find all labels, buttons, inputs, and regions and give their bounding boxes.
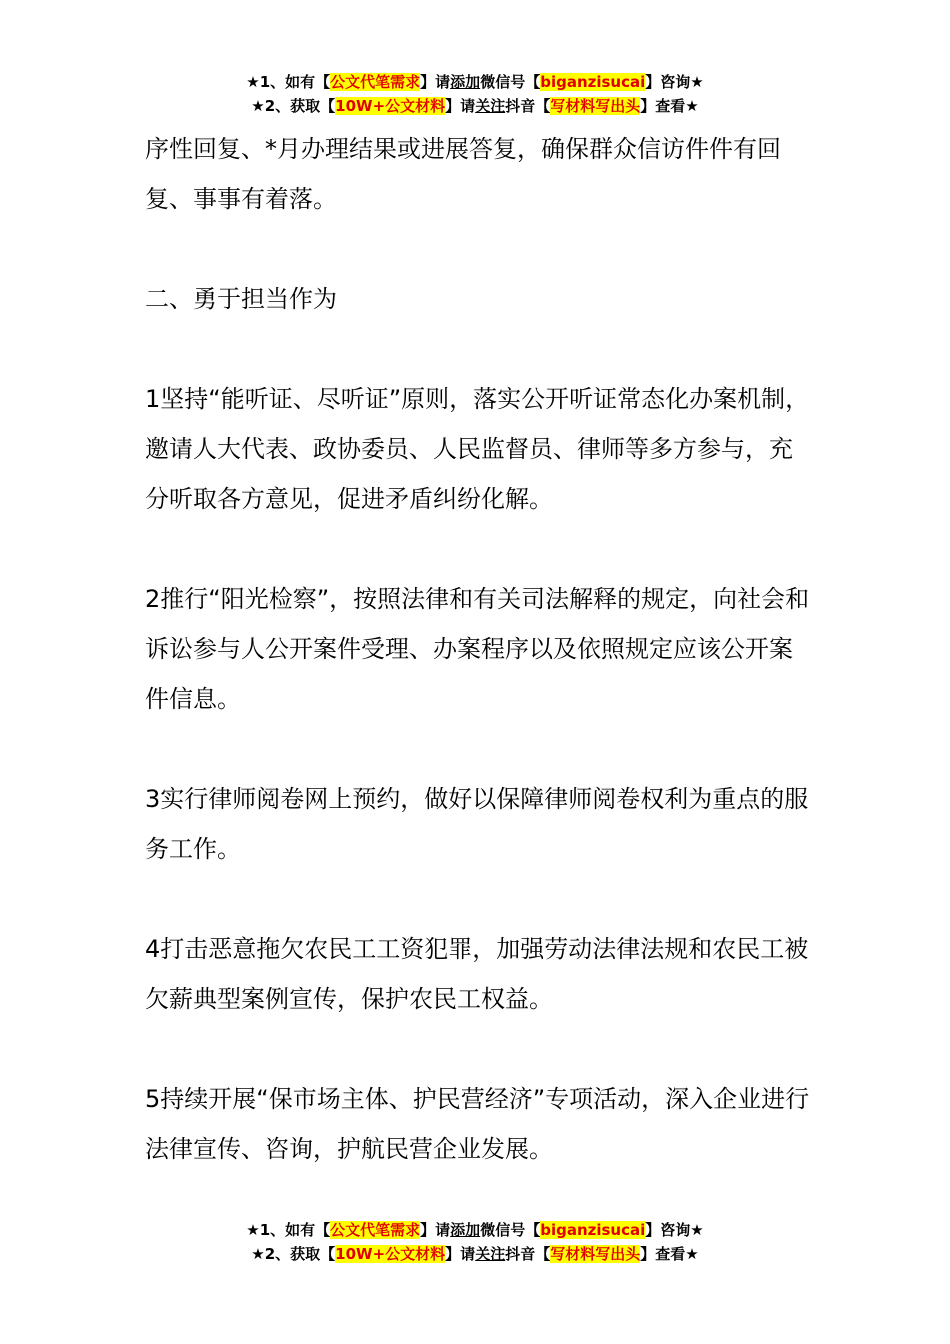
document-body bbox=[145, 124, 810, 1174]
banner-text: 1、如有【 bbox=[259, 1221, 331, 1239]
underlined-text: 添加 bbox=[450, 1221, 481, 1239]
banner-text: 2、获取【 bbox=[264, 97, 336, 115]
banner-text: 】请 bbox=[445, 1245, 476, 1263]
banner-text: 】请 bbox=[445, 97, 476, 115]
banner-text: 】查看 bbox=[640, 97, 686, 115]
star-icon: ★ bbox=[246, 73, 260, 91]
star-icon: ★ bbox=[246, 1221, 260, 1239]
star-icon: ★ bbox=[685, 1245, 699, 1263]
highlight-service: 公文代笔需求 bbox=[330, 73, 421, 91]
star-icon: ★ bbox=[685, 97, 699, 115]
banner-text: 】查看 bbox=[640, 1245, 686, 1263]
banner-text: 】咨询 bbox=[645, 1221, 691, 1239]
star-icon: ★ bbox=[690, 1221, 704, 1239]
banner-text: 】咨询 bbox=[645, 73, 691, 91]
highlight-wechat-id: biganzisucai bbox=[540, 1221, 646, 1239]
banner-text: 1、如有【 bbox=[259, 73, 331, 91]
banner-text: 抖音【 bbox=[505, 1245, 551, 1263]
paragraph-continuation: 序性回复、*月办理结果或进展答复，确保群众信访件件有回复、事事有着落。 bbox=[145, 135, 781, 213]
highlight-douyin: 写材料写出头 bbox=[550, 97, 641, 115]
banner-text: 】请 bbox=[420, 1221, 451, 1239]
underlined-text: 添加 bbox=[450, 73, 481, 91]
banner-line-2 bbox=[0, 1242, 950, 1266]
banner-line-1 bbox=[0, 1218, 950, 1242]
section-heading: 二、勇于担当作为 bbox=[145, 285, 337, 313]
banner-line-2 bbox=[0, 94, 950, 118]
header-banner bbox=[0, 70, 950, 118]
paragraph-item-3: 3实行律师阅卷网上预约，做好以保障律师阅卷权利为重点的服务工作。 bbox=[145, 785, 809, 863]
star-icon: ★ bbox=[251, 97, 265, 115]
underlined-text: 关注 bbox=[475, 97, 506, 115]
star-icon: ★ bbox=[251, 1245, 265, 1263]
banner-text: 2、获取【 bbox=[264, 1245, 336, 1263]
paragraph-item-1: 1坚持“能听证、尽听证”原则，落实公开听证常态化办案机制，邀请人大代表、政协委员、人民监督员、律师等多方参与，充分听取各方意见，促进矛盾纠纷化解。 bbox=[145, 385, 810, 513]
banner-text: 】请 bbox=[420, 73, 451, 91]
highlight-service: 公文代笔需求 bbox=[330, 1221, 421, 1239]
highlight-materials: 10W+公文材料 bbox=[335, 1245, 446, 1263]
paragraph-item-5: 5持续开展“保市场主体、护民营经济”专项活动，深入企业进行法律宣传、咨询，护航民营企业发展。 bbox=[145, 1085, 810, 1163]
paragraph-item-2: 2推行“阳光检察”，按照法律和有关司法解释的规定，向社会和诉讼参与人公开案件受理、办案程序以及依照规定应该公开案件信息。 bbox=[145, 585, 810, 713]
highlight-douyin: 写材料写出头 bbox=[550, 1245, 641, 1263]
banner-text: 微信号【 bbox=[480, 73, 541, 91]
star-icon: ★ bbox=[690, 73, 704, 91]
paragraph-item-4: 4打击恶意拖欠农民工工资犯罪，加强劳动法律法规和农民工被欠薪典型案例宣传，保护农民工权益。 bbox=[145, 935, 809, 1013]
footer-banner bbox=[0, 1218, 950, 1266]
banner-text: 微信号【 bbox=[480, 1221, 541, 1239]
banner-text: 抖音【 bbox=[505, 97, 551, 115]
highlight-wechat-id: biganzisucai bbox=[540, 73, 646, 91]
underlined-text: 关注 bbox=[475, 1245, 506, 1263]
banner-line-1 bbox=[0, 70, 950, 94]
highlight-materials: 10W+公文材料 bbox=[335, 97, 446, 115]
